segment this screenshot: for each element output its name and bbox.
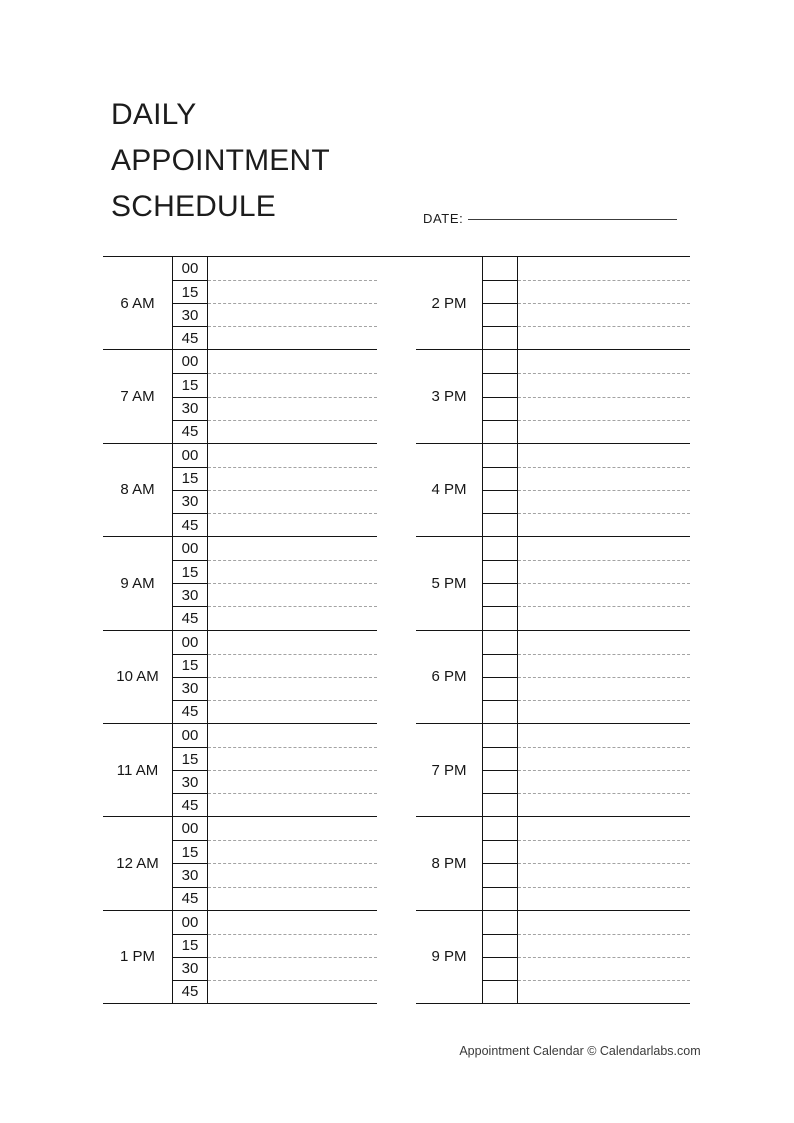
hour-block bbox=[416, 349, 690, 442]
minute-label-cell: 30 bbox=[172, 583, 208, 606]
appointment-entry-line[interactable] bbox=[518, 537, 690, 560]
appointment-entry-line[interactable] bbox=[208, 957, 377, 980]
minute-label-cell: 45 bbox=[172, 420, 208, 443]
appointment-entry-line[interactable] bbox=[518, 631, 690, 654]
minute-label-cell: 45 bbox=[172, 513, 208, 536]
appointment-entry-line[interactable] bbox=[208, 887, 377, 910]
appointment-entry-line[interactable] bbox=[518, 583, 690, 606]
date-label: DATE: bbox=[423, 211, 464, 226]
appointment-entry-line[interactable] bbox=[208, 911, 377, 934]
appointment-entry-line[interactable] bbox=[208, 326, 377, 349]
minute-label-cell: 30 bbox=[172, 770, 208, 793]
appointment-entry-line[interactable] bbox=[208, 700, 377, 723]
minute-label-cell: 00 bbox=[172, 724, 208, 747]
minute-label-cell bbox=[482, 583, 518, 606]
minute-label-cell bbox=[482, 560, 518, 583]
minute-label-cell bbox=[482, 677, 518, 700]
minute-label-cell bbox=[482, 747, 518, 770]
appointment-entry-line[interactable] bbox=[518, 280, 690, 303]
minute-label-cell: 15 bbox=[172, 467, 208, 490]
minute-label-cell bbox=[482, 490, 518, 513]
minute-label-cell: 45 bbox=[172, 326, 208, 349]
minute-label-cell bbox=[482, 934, 518, 957]
hour-block bbox=[416, 630, 690, 723]
minute-label-cell: 30 bbox=[172, 303, 208, 326]
appointment-entry-line[interactable] bbox=[208, 490, 377, 513]
minute-label-cell bbox=[482, 724, 518, 747]
appointment-entry-line[interactable] bbox=[518, 373, 690, 396]
hour-label: 9 PM bbox=[431, 948, 467, 966]
page-title bbox=[111, 92, 330, 230]
appointment-entry-line[interactable] bbox=[518, 793, 690, 816]
hour-block bbox=[416, 723, 690, 816]
minute-label-cell bbox=[482, 350, 518, 373]
hour-label: 6 PM bbox=[431, 668, 467, 686]
appointment-entry-line[interactable] bbox=[208, 934, 377, 957]
hour-block bbox=[416, 257, 690, 349]
hour-block bbox=[103, 257, 377, 349]
hour-block bbox=[103, 443, 377, 536]
minute-label-cell: 00 bbox=[172, 911, 208, 934]
minute-label-cell bbox=[482, 770, 518, 793]
appointment-entry-line[interactable] bbox=[518, 980, 690, 1003]
hour-label: 7 AM bbox=[120, 388, 155, 406]
minute-label-cell bbox=[482, 887, 518, 910]
hour-block bbox=[103, 816, 377, 909]
minute-label-cell: 00 bbox=[172, 350, 208, 373]
appointment-entry-line[interactable] bbox=[518, 700, 690, 723]
hour-label: 3 PM bbox=[431, 388, 467, 406]
minute-label-cell bbox=[482, 957, 518, 980]
hour-label: 4 PM bbox=[431, 481, 467, 499]
minute-label-cell: 15 bbox=[172, 654, 208, 677]
appointment-entry-line[interactable] bbox=[518, 957, 690, 980]
minute-label-cell: 30 bbox=[172, 397, 208, 420]
appointment-entry-line[interactable] bbox=[208, 513, 377, 536]
hour-block bbox=[103, 910, 377, 1003]
appointment-entry-line[interactable] bbox=[208, 280, 377, 303]
hour-label: 5 PM bbox=[431, 574, 467, 592]
minute-label-cell bbox=[482, 980, 518, 1003]
hour-label: 6 AM bbox=[120, 294, 155, 312]
hour-label: 9 AM bbox=[120, 574, 155, 592]
appointment-entry-line[interactable] bbox=[208, 770, 377, 793]
appointment-entry-line[interactable] bbox=[518, 420, 690, 443]
minute-label-cell: 30 bbox=[172, 957, 208, 980]
minute-label-cell: 45 bbox=[172, 793, 208, 816]
minute-label-cell bbox=[482, 817, 518, 840]
minute-label-cell: 00 bbox=[172, 537, 208, 560]
appointment-entry-line[interactable] bbox=[208, 724, 377, 747]
appointment-entry-line[interactable] bbox=[208, 747, 377, 770]
page-title-line-2: APPOINTMENT bbox=[111, 144, 330, 177]
hour-label: 1 PM bbox=[119, 948, 155, 966]
appointment-entry-line[interactable] bbox=[518, 467, 690, 490]
appointment-entry-line[interactable] bbox=[518, 606, 690, 629]
footer-credit: Appointment Calendar © Calendarlabs.com bbox=[459, 1044, 701, 1058]
hour-block bbox=[103, 536, 377, 629]
minute-label-cell bbox=[482, 537, 518, 560]
appointment-entry-line[interactable] bbox=[208, 560, 377, 583]
hour-label: 12 AM bbox=[116, 854, 159, 872]
appointment-entry-line[interactable] bbox=[208, 631, 377, 654]
hour-label: 8 PM bbox=[431, 854, 467, 872]
hour-label: 10 AM bbox=[116, 668, 159, 686]
hour-block bbox=[103, 630, 377, 723]
page-title-line-3: SCHEDULE bbox=[111, 190, 276, 223]
appointment-entry-line[interactable] bbox=[518, 397, 690, 420]
minute-label-cell: 30 bbox=[172, 490, 208, 513]
minute-label-cell: 15 bbox=[172, 840, 208, 863]
appointment-entry-line[interactable] bbox=[518, 747, 690, 770]
hour-block bbox=[103, 723, 377, 816]
appointment-entry-line[interactable] bbox=[518, 934, 690, 957]
appointment-entry-line[interactable] bbox=[518, 513, 690, 536]
appointment-entry-line[interactable] bbox=[518, 654, 690, 677]
schedule-table-evening bbox=[416, 257, 690, 1004]
appointment-entry-line[interactable] bbox=[518, 840, 690, 863]
appointment-entry-line[interactable] bbox=[518, 257, 690, 280]
minute-label-cell bbox=[482, 654, 518, 677]
minute-label-cell: 00 bbox=[172, 817, 208, 840]
appointment-entry-line[interactable] bbox=[518, 817, 690, 840]
schedule-table-morning bbox=[103, 257, 377, 1004]
minute-label-cell bbox=[482, 373, 518, 396]
hour-block bbox=[416, 443, 690, 536]
minute-label-cell bbox=[482, 444, 518, 467]
minute-label-cell bbox=[482, 420, 518, 443]
minute-label-cell: 00 bbox=[172, 444, 208, 467]
appointment-entry-line[interactable] bbox=[518, 724, 690, 747]
appointment-entry-line[interactable] bbox=[208, 817, 377, 840]
minute-label-cell bbox=[482, 911, 518, 934]
appointment-entry-line[interactable] bbox=[518, 444, 690, 467]
minute-label-cell: 45 bbox=[172, 980, 208, 1003]
appointment-entry-line[interactable] bbox=[208, 537, 377, 560]
appointment-entry-line[interactable] bbox=[208, 677, 377, 700]
appointment-entry-line[interactable] bbox=[518, 490, 690, 513]
appointment-entry-line[interactable] bbox=[208, 350, 377, 373]
minute-label-cell bbox=[482, 700, 518, 723]
hour-label: 7 PM bbox=[431, 761, 467, 779]
minute-label-cell bbox=[482, 631, 518, 654]
minute-label-cell bbox=[482, 840, 518, 863]
minute-label-cell: 30 bbox=[172, 677, 208, 700]
date-blank-line[interactable] bbox=[468, 219, 677, 220]
appointment-entry-line[interactable] bbox=[208, 980, 377, 1003]
appointment-entry-line[interactable] bbox=[518, 863, 690, 886]
minute-label-cell bbox=[482, 793, 518, 816]
hour-label: 2 PM bbox=[431, 294, 467, 312]
hour-block bbox=[416, 816, 690, 909]
minute-label-cell: 15 bbox=[172, 747, 208, 770]
appointment-entry-line[interactable] bbox=[518, 911, 690, 934]
minute-label-cell bbox=[482, 606, 518, 629]
minute-label-cell: 30 bbox=[172, 863, 208, 886]
minute-label-cell bbox=[482, 467, 518, 490]
minute-label-cell bbox=[482, 863, 518, 886]
minute-label-cell bbox=[482, 280, 518, 303]
appointment-entry-line[interactable] bbox=[208, 373, 377, 396]
hour-label: 8 AM bbox=[120, 481, 155, 499]
appointment-entry-line[interactable] bbox=[518, 770, 690, 793]
hour-block bbox=[416, 910, 690, 1003]
hour-label: 11 AM bbox=[116, 761, 159, 779]
appointment-entry-line[interactable] bbox=[518, 303, 690, 326]
appointment-entry-line[interactable] bbox=[518, 677, 690, 700]
appointment-entry-line[interactable] bbox=[208, 397, 377, 420]
minute-label-cell bbox=[482, 326, 518, 349]
appointment-entry-line[interactable] bbox=[208, 583, 377, 606]
appointment-entry-line[interactable] bbox=[208, 420, 377, 443]
appointment-entry-line[interactable] bbox=[518, 350, 690, 373]
appointment-entry-line[interactable] bbox=[208, 793, 377, 816]
hour-block bbox=[416, 536, 690, 629]
appointment-entry-line[interactable] bbox=[208, 303, 377, 326]
hour-block bbox=[103, 349, 377, 442]
minute-label-cell bbox=[482, 257, 518, 280]
minute-label-cell: 15 bbox=[172, 373, 208, 396]
minute-label-cell bbox=[482, 397, 518, 420]
minute-label-cell: 00 bbox=[172, 631, 208, 654]
minute-label-cell bbox=[482, 303, 518, 326]
appointment-entry-line[interactable] bbox=[208, 654, 377, 677]
minute-label-cell bbox=[482, 513, 518, 536]
minute-label-cell: 45 bbox=[172, 700, 208, 723]
minute-label-cell: 00 bbox=[172, 257, 208, 280]
appointment-entry-line[interactable] bbox=[518, 560, 690, 583]
minute-label-cell: 15 bbox=[172, 280, 208, 303]
minute-label-cell: 15 bbox=[172, 560, 208, 583]
appointment-entry-line[interactable] bbox=[518, 326, 690, 349]
appointment-entry-line[interactable] bbox=[208, 257, 377, 280]
appointment-entry-line[interactable] bbox=[518, 887, 690, 910]
minute-label-cell: 45 bbox=[172, 887, 208, 910]
appointment-entry-line[interactable] bbox=[208, 840, 377, 863]
appointment-entry-line[interactable] bbox=[208, 467, 377, 490]
minute-label-cell: 45 bbox=[172, 606, 208, 629]
appointment-entry-line[interactable] bbox=[208, 444, 377, 467]
appointment-entry-line[interactable] bbox=[208, 606, 377, 629]
page-title-line-1: DAILY bbox=[111, 98, 197, 131]
appointment-entry-line[interactable] bbox=[208, 863, 377, 886]
minute-label-cell: 15 bbox=[172, 934, 208, 957]
